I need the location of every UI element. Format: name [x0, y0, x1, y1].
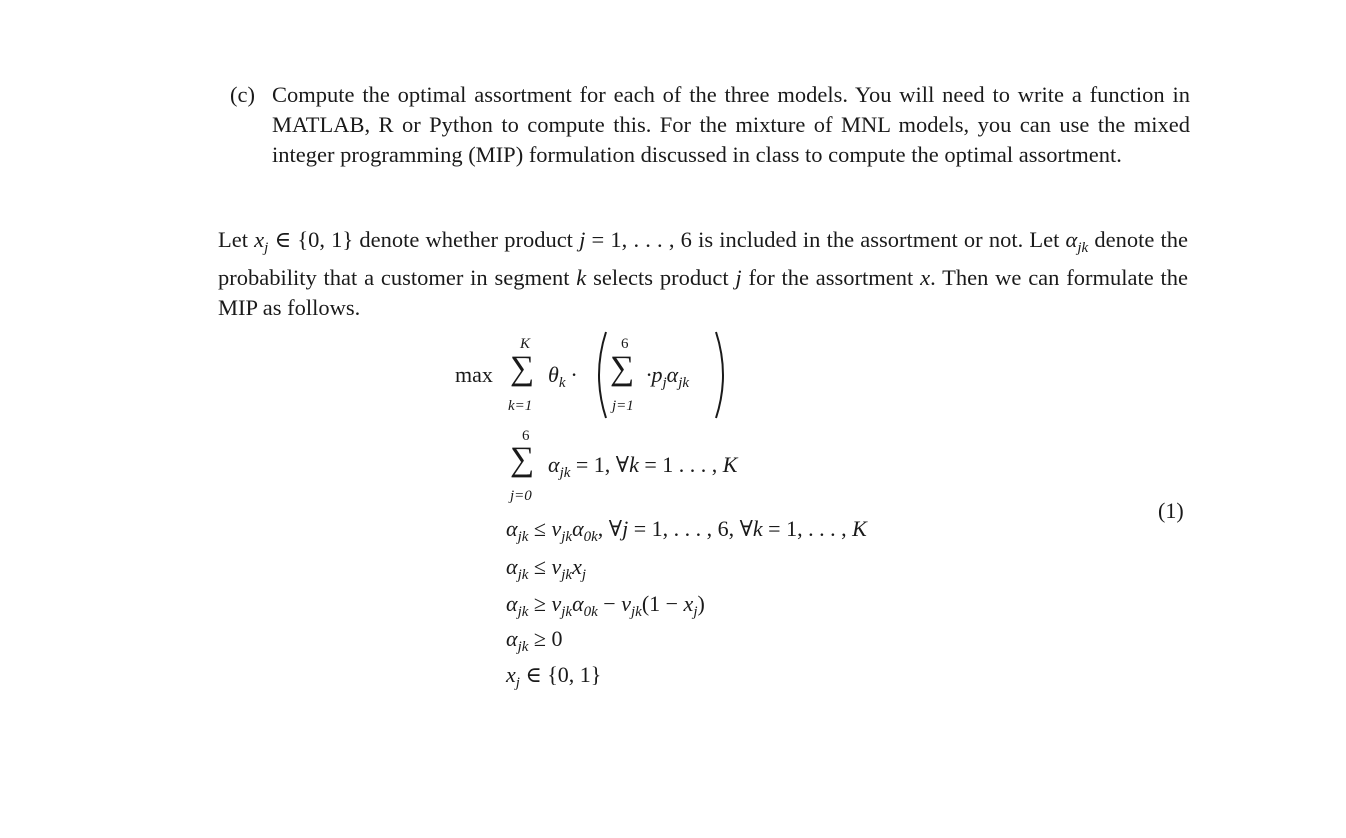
constraint-2: $\alpha_{jk} \le v_{jk}\alpha_{0k}$, ∀j = 1, . . . , 6, ∀k = 1, . . . , K [506, 516, 867, 545]
question-text: Compute the optimal assortment for each of the three models. You will need to write a function in MATLAB, R or Python to compute this. For the mixture of MNL models, you can use the mixed integer programming (MIP) formulation discussed in class to compute the optimal assortment. [272, 82, 1190, 167]
right-paren-icon [712, 330, 732, 420]
sum-constraint-sigma: ∑ [510, 441, 535, 478]
math-xj: $x_j$ [254, 227, 269, 256]
constraint-3: $\alpha_{jk} \le v_{jk}x_j$ [506, 554, 586, 583]
constraint-1-body: $\alpha_{jk} = 1$, ∀k = 1 . . . , K [548, 452, 738, 481]
intro-text-1: Let [218, 227, 255, 252]
left-paren-icon [590, 330, 610, 420]
equation-number: (1) [1158, 498, 1184, 523]
sum-constraint-upper: 6 [522, 428, 530, 444]
inner-sum-lower: j=1 [612, 398, 634, 414]
intro-text-7: . Then we can formulate the MIP as follows. [218, 265, 1188, 320]
inner-sum-sigma: ∑ [610, 350, 635, 387]
outer-sum-lower: k=1 [508, 398, 533, 414]
intro-text-3: is included in the assortment or not. Let [691, 227, 1066, 252]
p-alpha-term: $\cdot p_j\alpha_{jk}$ [646, 362, 690, 391]
inner-sum-upper: 6 [621, 336, 629, 352]
intro-text-2: denote whether product [353, 227, 580, 252]
intro-paragraph: Let $x_j$ ∈ {0, 1} denote whether product j = 1, . . . , 6 is included in the assortment or not. Let $\alpha_{jk}$ denote the probability that a customer in segment k selects product j for the assortment x. Then we can formulate the MIP as follows. [218, 227, 1188, 320]
constraint-6: $x_j$ ∈ {0, 1} [506, 662, 602, 691]
intro-text-5: selects product [586, 265, 736, 290]
intro-text-4: denote the probability that a customer in segment [218, 227, 1188, 290]
outer-sum-upper: K [520, 336, 531, 352]
constraint-4: $\alpha_{jk} \ge v_{jk}\alpha_{0k} - v_{jk}(1 - x_j)$ [506, 591, 705, 620]
intro-text-6: for the assortment [741, 265, 921, 290]
theta-k: $\theta_k$ · [548, 362, 577, 391]
question-c-paragraph [230, 80, 1190, 170]
math-k: k [576, 265, 587, 290]
math-j2: j [735, 265, 742, 290]
constraint-5: $\alpha_{jk} \ge 0$ [506, 626, 563, 655]
question-label: (c) [230, 82, 255, 107]
math-x: x [920, 265, 931, 290]
math-alpha-jk: $\alpha_{jk}$ [1065, 227, 1089, 256]
outer-sum-sigma: ∑ [510, 350, 535, 387]
math-j: j [579, 227, 586, 252]
max-operator: max [455, 362, 493, 387]
sum-constraint-lower: j=0 [510, 488, 532, 504]
